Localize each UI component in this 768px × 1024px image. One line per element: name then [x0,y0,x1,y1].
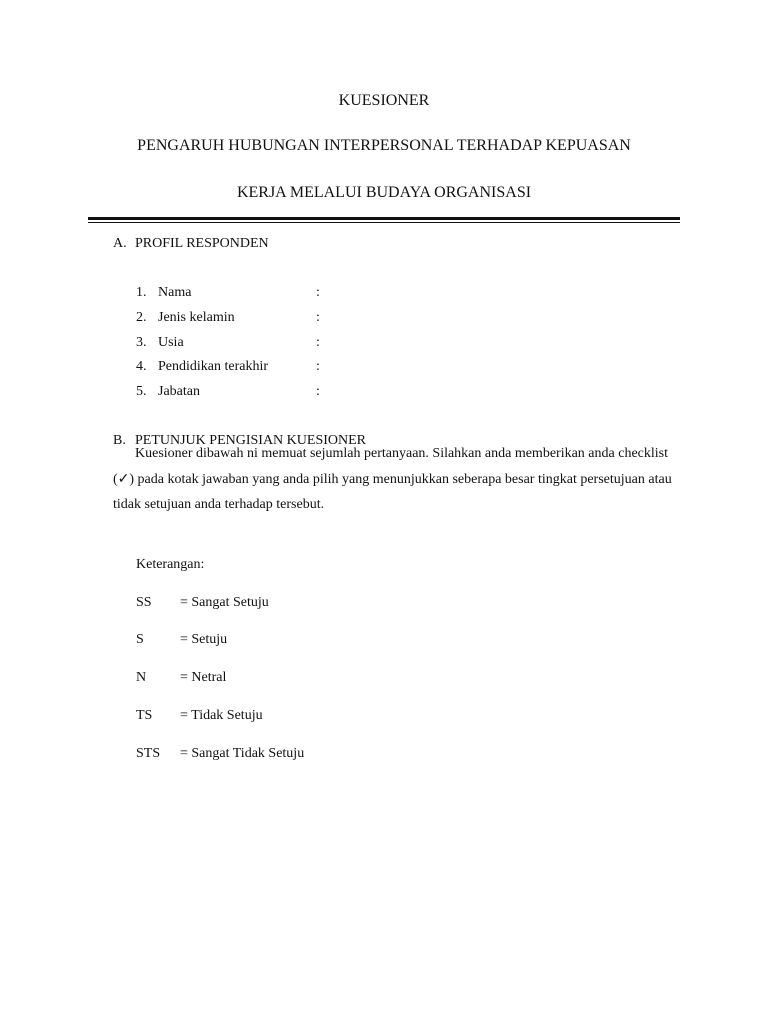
item-colon: : [316,359,320,375]
item-colon: : [316,384,320,399]
paragraph-line-3: tidak setujuan anda terhadap tersebut. [113,497,325,512]
item-number: 5. [136,384,147,399]
legend-code: SS [136,595,152,610]
item-number: 4. [136,359,147,375]
legend-row [136,632,227,652]
paragraph-line-2: (✓) pada kotak jawaban yang anda pilih yang menunjukkan seberapa besar tingkat persetujuan atau [113,471,672,487]
item-colon: : [316,334,320,350]
list-item [136,285,336,310]
item-colon: : [316,285,320,300]
item-label: Nama [158,285,192,300]
list-item [136,335,336,360]
item-label: Jabatan [158,384,200,399]
section-a-title: PROFIL RESPONDEN [135,236,269,251]
section-a-letter: A. [113,236,127,251]
section-a-heading [113,236,269,252]
legend-code: STS [136,746,161,761]
document-subtitle-line1: PENGARUH HUBUNGAN INTERPERSONAL TERHADAP KEPUASAN [137,137,631,154]
item-number: 2. [136,309,147,325]
section-b-letter: B. [113,433,126,448]
title-divider-light [88,222,680,223]
legend-code: N [136,670,147,685]
legend-row [136,670,226,690]
respondent-profile-list [136,285,336,409]
item-label: Usia [158,334,184,350]
document-subtitle-line2: KERJA MELALUI BUDAYA ORGANISASI [236,184,532,201]
keterangan-label: Keterangan: [136,557,205,572]
legend-row [136,746,304,766]
legend-desc: = Netral [180,670,227,685]
list-item [136,359,336,384]
list-item [136,310,336,335]
title-divider-heavy [88,217,680,220]
legend-desc: = Sangat Tidak Setuju [180,746,305,761]
instructions-paragraph [113,441,672,518]
list-item [136,384,336,409]
legend-code: TS [136,708,153,723]
document-title: KUESIONER [338,92,430,109]
item-label: Jenis kelamin [158,309,235,325]
legend-row [136,708,263,728]
item-number: 3. [136,334,147,350]
item-colon: : [316,309,320,325]
paragraph-text-1: Kuesioner dibawah ni memuat sejumlah pertanyaan. Silahkan anda memberikan anda checklist [135,446,668,461]
item-label: Pendidikan terakhir [158,359,269,375]
legend-row [136,595,269,615]
legend-desc: = Setuju [180,632,228,647]
paragraph-line-1 [113,441,668,467]
legend-desc: = Tidak Setuju [180,708,263,723]
legend-code: S [136,632,144,647]
section-b-title: PETUNJUK PENGISIAN KUESIONER [135,433,366,448]
item-number: 1. [136,285,147,300]
legend-desc: = Sangat Setuju [180,595,269,610]
